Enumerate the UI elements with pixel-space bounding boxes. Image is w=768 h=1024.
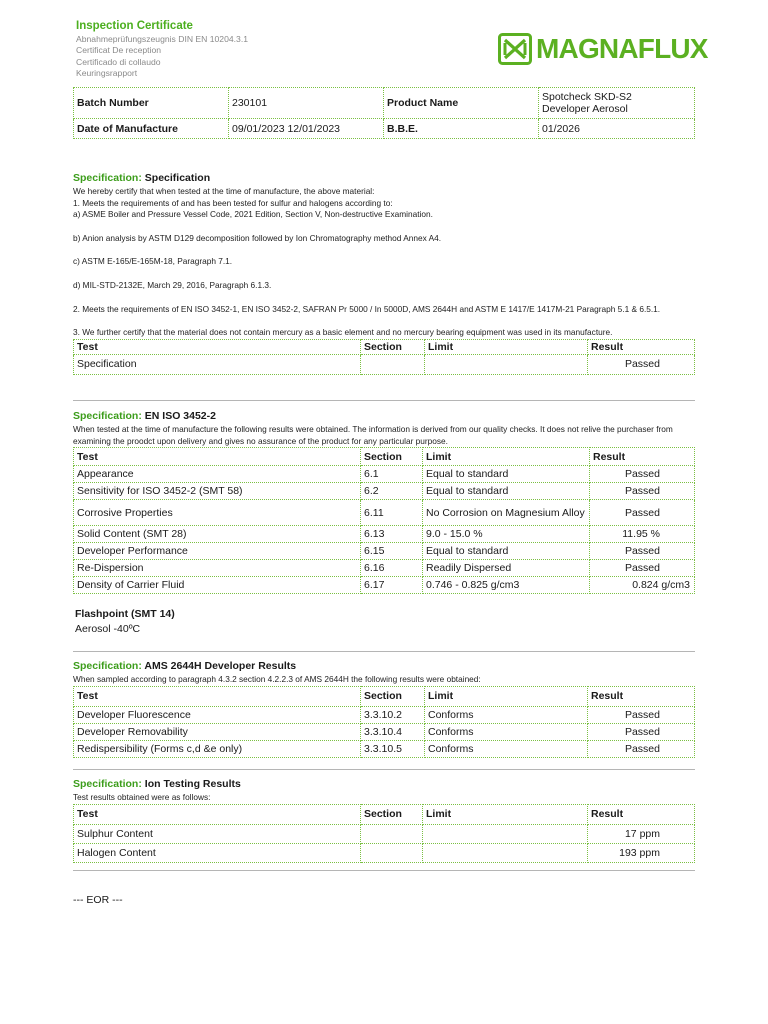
test-cell: Redispersibility (Forms c,d &e only) bbox=[74, 740, 361, 757]
bbe-label: B.B.E. bbox=[384, 119, 539, 139]
section-cell: 6.16 bbox=[361, 560, 423, 577]
batch-number-label: Batch Number bbox=[74, 88, 229, 119]
column-header-limit: Limit bbox=[425, 339, 588, 354]
product-name-line: Developer Aerosol bbox=[542, 103, 628, 115]
result-cell: Passed bbox=[590, 500, 695, 526]
result-cell: Passed bbox=[588, 723, 695, 740]
specification-table bbox=[73, 339, 695, 375]
section-cell: 6.15 bbox=[361, 543, 423, 560]
section-cell bbox=[361, 843, 423, 862]
section-title bbox=[73, 778, 695, 790]
table-row bbox=[74, 354, 695, 374]
result-cell: Passed bbox=[588, 740, 695, 757]
column-header-limit: Limit bbox=[423, 448, 590, 466]
section-label: Specification: bbox=[73, 660, 142, 672]
section-cell: 3.3.10.5 bbox=[361, 740, 425, 757]
test-cell: Solid Content (SMT 28) bbox=[74, 526, 361, 543]
flashpoint-title: Flashpoint (SMT 14) bbox=[75, 608, 175, 621]
column-header-limit: Limit bbox=[425, 686, 588, 706]
table-row bbox=[74, 500, 695, 526]
section-cell: 6.1 bbox=[361, 466, 423, 483]
spec-line: We hereby certify that when tested at the time of manufacture, the above material: bbox=[73, 186, 375, 196]
section-cell bbox=[361, 824, 423, 843]
table-row bbox=[74, 560, 695, 577]
certificate-header bbox=[76, 20, 248, 79]
limit-cell bbox=[423, 843, 588, 862]
section-divider bbox=[73, 400, 695, 401]
spec-line: d) MIL-STD-2132E, March 29, 2016, Paragraph 6.1.3. bbox=[73, 279, 272, 290]
section-cell: 6.11 bbox=[361, 500, 423, 526]
limit-cell: Equal to standard bbox=[423, 543, 590, 560]
section-intro: Test results obtained were as follows: bbox=[73, 792, 211, 802]
section-divider bbox=[73, 651, 695, 652]
column-header-result: Result bbox=[588, 804, 695, 824]
column-header-limit: Limit bbox=[423, 804, 588, 824]
column-header-section: Section bbox=[361, 686, 425, 706]
ion-results-table bbox=[73, 804, 695, 863]
table-row bbox=[74, 119, 695, 139]
table-row bbox=[74, 483, 695, 500]
ams-results-table bbox=[73, 686, 695, 758]
test-cell: Density of Carrier Fluid bbox=[74, 577, 361, 594]
test-cell: Developer Removability bbox=[74, 723, 361, 740]
date-of-manufacture-value: 09/01/2023 12/01/2023 bbox=[229, 119, 384, 139]
batch-number-value: 230101 bbox=[229, 88, 384, 119]
table-row bbox=[74, 543, 695, 560]
column-header-result: Result bbox=[590, 448, 695, 466]
spec-line: 1. Meets the requirements of and has been tested for sulfur and halogens according to: bbox=[73, 197, 393, 208]
end-of-report: --- EOR --- bbox=[73, 894, 123, 906]
section-divider bbox=[73, 769, 695, 770]
section-cell: 6.13 bbox=[361, 526, 423, 543]
certificate-subtitle: Keuringsrapport bbox=[76, 67, 138, 78]
product-name-value bbox=[539, 88, 695, 119]
section-label: Specification: bbox=[73, 410, 142, 422]
test-cell: Re-Dispersion bbox=[74, 560, 361, 577]
test-cell: Developer Fluorescence bbox=[74, 706, 361, 723]
flashpoint-value: Aerosol -40ºC bbox=[75, 623, 141, 636]
batch-info-table bbox=[73, 87, 695, 139]
result-cell: 11.95 % bbox=[590, 526, 695, 543]
column-header-test: Test bbox=[74, 804, 361, 824]
limit-cell: Conforms bbox=[425, 706, 588, 723]
result-cell: Passed bbox=[590, 560, 695, 577]
limit-cell: 0.746 - 0.825 g/cm3 bbox=[423, 577, 590, 594]
column-header-test: Test bbox=[74, 448, 361, 466]
section-name: Specification bbox=[144, 172, 211, 184]
spec-line: c) ASTM E-165/E-165M-18, Paragraph 7.1. bbox=[73, 256, 233, 267]
table-row bbox=[74, 740, 695, 757]
result-cell: 17 ppm bbox=[588, 824, 695, 843]
column-header-section: Section bbox=[361, 448, 423, 466]
en-iso-results-table bbox=[73, 447, 695, 594]
result-cell: 0.824 g/cm3 bbox=[590, 577, 695, 594]
result-cell: Passed bbox=[590, 483, 695, 500]
table-row bbox=[74, 466, 695, 483]
section-cell: 6.17 bbox=[361, 577, 423, 594]
test-cell: Sensitivity for ISO 3452-2 (SMT 58) bbox=[74, 483, 361, 500]
ams-2644h-section bbox=[73, 660, 695, 758]
section-title bbox=[73, 410, 695, 422]
spec-line: b) Anion analysis by ASTM D129 decomposition followed by Ion Chromatography method Annex A4. bbox=[73, 232, 442, 243]
table-row bbox=[74, 723, 695, 740]
column-header-section: Section bbox=[361, 804, 423, 824]
section-intro: When sampled according to paragraph 4.3.2 section 4.2.2.3 of AMS 2644H the following results were obtained: bbox=[73, 674, 481, 684]
flashpoint-block bbox=[75, 608, 695, 635]
result-cell: 193 ppm bbox=[588, 843, 695, 862]
section-cell: 6.2 bbox=[361, 483, 423, 500]
section-label: Specification: bbox=[73, 778, 142, 790]
limit-cell: Equal to standard bbox=[423, 483, 590, 500]
limit-cell: 9.0 - 15.0 % bbox=[423, 526, 590, 543]
test-cell: Specification bbox=[74, 354, 361, 374]
brand-name: MAGNAFLUX bbox=[536, 33, 708, 64]
spec-line: 3. We further certify that the material does not contain mercury as a basic element and no mercury bearing equipment was used in its manufacture. bbox=[73, 327, 613, 338]
result-cell: Passed bbox=[590, 466, 695, 483]
result-cell: Passed bbox=[588, 706, 695, 723]
section-title bbox=[73, 660, 695, 672]
product-name-label: Product Name bbox=[384, 88, 539, 119]
certificate-subtitle: Abnahmeprüfungszeugnis DIN EN 10204.3.1 bbox=[76, 34, 248, 44]
test-cell: Halogen Content bbox=[74, 843, 361, 862]
test-cell: Corrosive Properties bbox=[74, 500, 361, 526]
limit-cell bbox=[425, 354, 588, 374]
section-title bbox=[73, 172, 695, 184]
test-cell: Sulphur Content bbox=[74, 824, 361, 843]
specification-section bbox=[73, 172, 695, 375]
test-cell: Appearance bbox=[74, 466, 361, 483]
limit-cell: Conforms bbox=[425, 723, 588, 740]
section-name: AMS 2644H Developer Results bbox=[144, 660, 297, 672]
bbe-value: 01/2026 bbox=[539, 119, 695, 139]
certificate-subtitle: Certificat De reception bbox=[76, 45, 162, 56]
table-header-row bbox=[74, 804, 695, 824]
column-header-result: Result bbox=[588, 339, 695, 354]
column-header-result: Result bbox=[588, 686, 695, 706]
section-cell: 3.3.10.2 bbox=[361, 706, 425, 723]
table-row bbox=[74, 88, 695, 119]
certificate-title: Inspection Certificate bbox=[76, 20, 193, 32]
section-cell: 3.3.10.4 bbox=[361, 723, 425, 740]
table-row bbox=[74, 577, 695, 594]
product-name-line: Spotcheck SKD-S2 bbox=[542, 91, 632, 103]
test-cell: Developer Performance bbox=[74, 543, 361, 560]
result-cell: Passed bbox=[588, 354, 695, 374]
table-header-row bbox=[74, 448, 695, 466]
section-name: EN ISO 3452-2 bbox=[144, 410, 216, 422]
ion-testing-section bbox=[73, 778, 695, 863]
section-divider bbox=[73, 870, 695, 871]
limit-cell: Conforms bbox=[425, 740, 588, 757]
table-header-row bbox=[74, 339, 695, 354]
table-row bbox=[74, 706, 695, 723]
table-row bbox=[74, 824, 695, 843]
spec-line: 2. Meets the requirements of EN ISO 3452-1, EN ISO 3452-2, SAFRAN Pr 5000 / In 5000D, AMS 2644H and ASTM E 1417/E 1417M-21 Paragraph 5.1 & 6.5.1. bbox=[73, 303, 661, 314]
section-intro: When tested at the time of manufacture the following results were obtained. The information is derived from our quality checks. It does not relive the purchaser from examining the proodct upon delivery and gives no assurance of the product for any particular purpose. bbox=[73, 424, 673, 446]
magnaflux-logo bbox=[498, 33, 708, 65]
table-row bbox=[74, 843, 695, 862]
section-cell bbox=[361, 354, 425, 374]
limit-cell: Readily Dispersed bbox=[423, 560, 590, 577]
column-header-section: Section bbox=[361, 339, 425, 354]
date-of-manufacture-label: Date of Manufacture bbox=[74, 119, 229, 139]
column-header-test: Test bbox=[74, 339, 361, 354]
limit-cell: No Corrosion on Magnesium Alloy bbox=[423, 500, 590, 526]
column-header-test: Test bbox=[74, 686, 361, 706]
en-iso-3452-2-section bbox=[73, 410, 695, 635]
spec-line: a) ASME Boiler and Pressure Vessel Code, 2021 Edition, Section V, Non-destructive Examination. bbox=[73, 209, 433, 220]
certificate-subtitle: Certificado di collaudo bbox=[76, 56, 161, 67]
magnaflux-logo-icon bbox=[498, 33, 532, 65]
table-row bbox=[74, 526, 695, 543]
result-cell: Passed bbox=[590, 543, 695, 560]
section-label: Specification: bbox=[73, 172, 142, 184]
section-name: Ion Testing Results bbox=[144, 778, 241, 790]
limit-cell bbox=[423, 824, 588, 843]
limit-cell: Equal to standard bbox=[423, 466, 590, 483]
table-header-row bbox=[74, 686, 695, 706]
